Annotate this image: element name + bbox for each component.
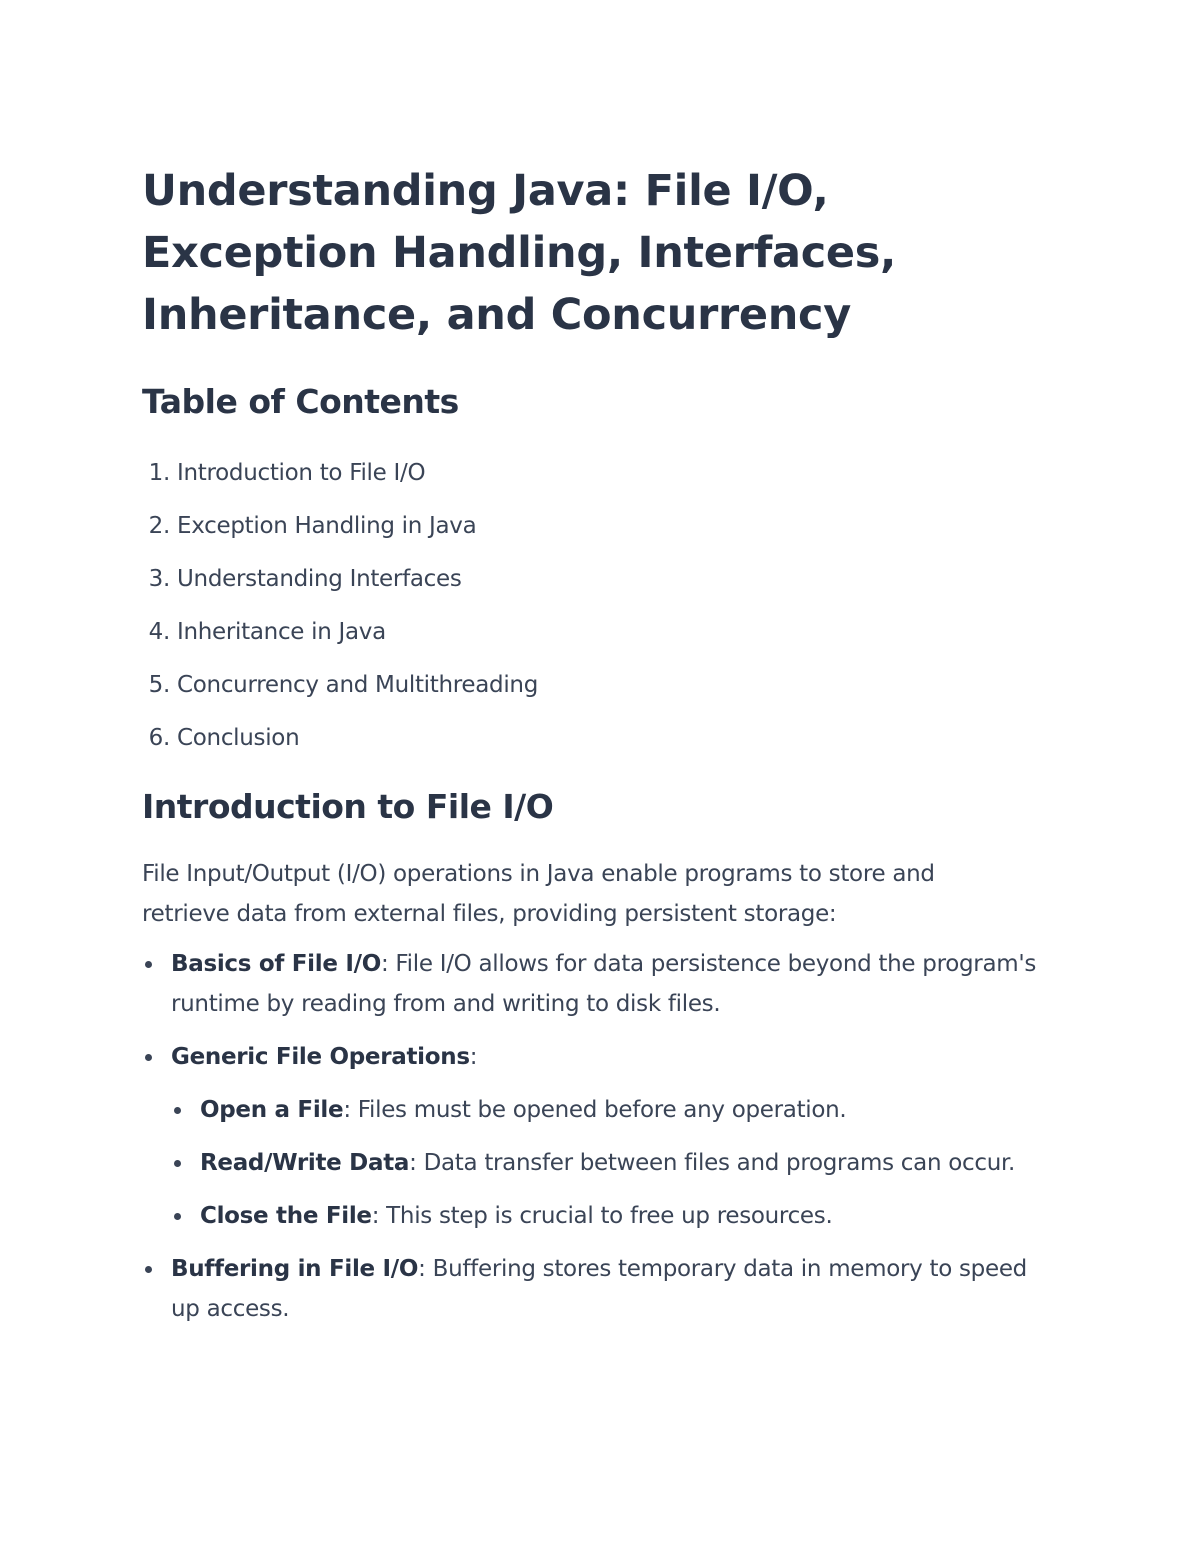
bullet-term: Basics of File I/O <box>171 951 381 977</box>
toc-item <box>142 500 1042 553</box>
toc-item-label: Inheritance in Java <box>177 619 386 645</box>
bullet-dot-icon <box>174 1107 181 1114</box>
bullet-dot-icon <box>145 961 152 968</box>
bullet-item <box>142 1249 1042 1329</box>
bullet-text: : Buffering stores temporary data in memory to speed up access. <box>171 1256 1027 1322</box>
toc-item <box>142 659 1042 712</box>
document-title: Understanding Java: File I/O, Exception Handling, Interfaces, Inheritance, and Concurrency <box>142 166 897 340</box>
bullet-term: Generic File Operations <box>171 1044 470 1070</box>
bullet-text: : <box>469 1044 478 1070</box>
toc-item <box>142 553 1042 606</box>
sub-bullet-item <box>142 1090 1042 1130</box>
toc-item-label: Understanding Interfaces <box>177 566 462 592</box>
bullet-term: Open a File <box>200 1097 344 1123</box>
toc-item-label: Concurrency and Multithreading <box>177 672 539 698</box>
bullet-text: : Data transfer between files and programs can occur. <box>409 1150 1016 1176</box>
toc-item-label: Conclusion <box>177 725 300 751</box>
toc-item-label: Introduction to File I/O <box>177 460 426 486</box>
toc-item-number: 6. <box>148 725 170 751</box>
toc-item-number: 2. <box>148 513 170 539</box>
toc-item-number: 4. <box>148 619 170 645</box>
bullet-text: : Files must be opened before any operation. <box>343 1097 847 1123</box>
bullet-term: Buffering in File I/O <box>171 1256 419 1282</box>
bullet-dot-icon <box>145 1054 152 1061</box>
toc-item <box>142 606 1042 659</box>
toc-item-number: 1. <box>148 460 170 486</box>
bullet-dot-icon <box>174 1213 181 1220</box>
section-intro-paragraph: File Input/Output (I/O) operations in Java enable programs to store and retrieve data from external files, providing persistent storage: <box>142 861 935 927</box>
table-of-contents <box>142 447 1042 765</box>
section-heading-file-io: Introduction to File I/O <box>142 787 554 826</box>
toc-item-number: 3. <box>148 566 170 592</box>
toc-item <box>142 712 1042 765</box>
bullet-item <box>142 1037 1042 1077</box>
bullet-list <box>142 944 1042 1329</box>
bullet-text: : This step is crucial to free up resources. <box>371 1203 833 1229</box>
bullet-term: Read/Write Data <box>200 1150 410 1176</box>
sub-bullet-item <box>142 1143 1042 1183</box>
document-page <box>142 160 1042 1342</box>
bullet-item <box>142 944 1042 1024</box>
toc-item-label: Exception Handling in Java <box>177 513 477 539</box>
toc-heading: Table of Contents <box>142 382 459 421</box>
sub-bullet-item <box>142 1196 1042 1236</box>
bullet-text: : File I/O allows for data persistence beyond the program's runtime by reading from and writing to disk files. <box>171 951 1037 1017</box>
bullet-dot-icon <box>145 1266 152 1273</box>
bullet-term: Close the File <box>200 1203 372 1229</box>
bullet-dot-icon <box>174 1160 181 1167</box>
toc-item-number: 5. <box>148 672 170 698</box>
toc-item <box>142 447 1042 500</box>
